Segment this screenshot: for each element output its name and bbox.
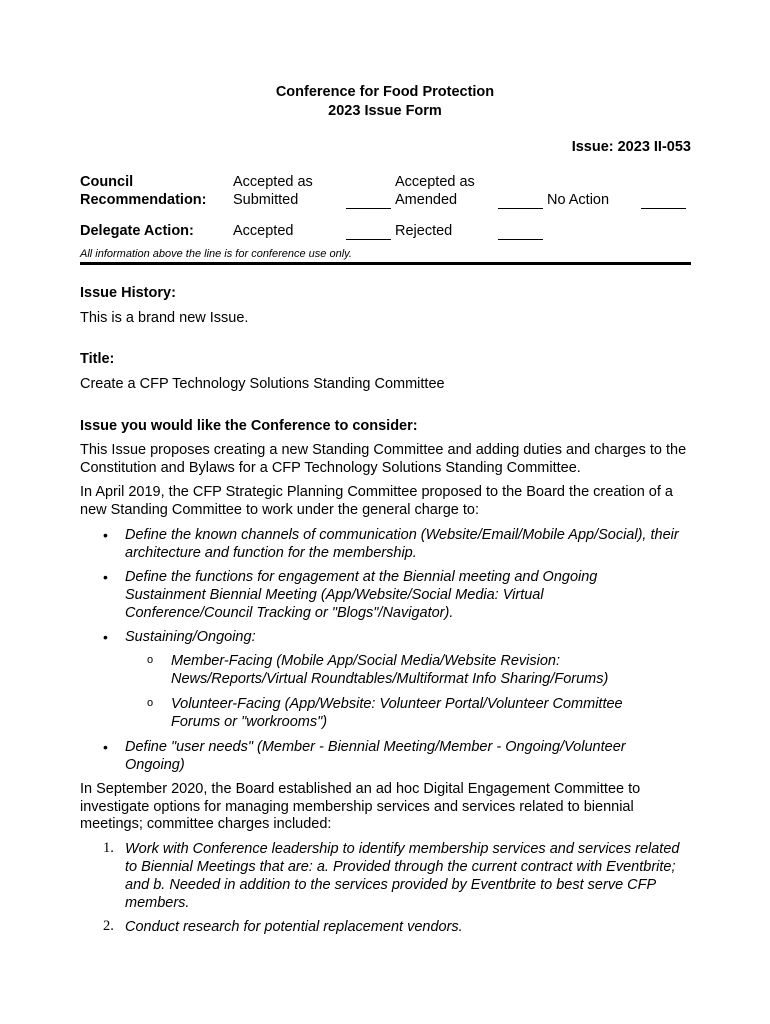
delegate-accepted-label: Accepted bbox=[233, 223, 294, 239]
sub-bullet-item: Member-Facing (Mobile App/Social Media/Website Revision: News/Reports/Virtual Roundtables/Multiformat Info Sharing/Forums) bbox=[171, 653, 609, 687]
accepted-amended-blank[interactable] bbox=[498, 208, 543, 209]
form-subtitle: 2023 Issue Form bbox=[328, 103, 442, 119]
accepted-submitted-blank[interactable] bbox=[346, 208, 391, 209]
accepted-submitted-line2: Submitted bbox=[233, 192, 299, 208]
bullet-dot: • bbox=[103, 569, 108, 585]
bullet-item: Define the known channels of communication (Website/Email/Mobile App/Social), their architecture and function for the membership. bbox=[125, 527, 679, 561]
bullet-dot: • bbox=[103, 739, 108, 755]
accepted-amended-line1: Accepted as bbox=[395, 174, 475, 190]
accepted-amended-line2: Amended bbox=[395, 192, 458, 208]
delegate-label: Delegate Action: bbox=[80, 223, 194, 239]
issue-history-heading: Issue History: bbox=[80, 285, 176, 301]
conference-note: All information above the line is for conference use only. bbox=[80, 248, 352, 260]
delegate-rejected-blank[interactable] bbox=[498, 239, 543, 240]
delegate-accepted-blank[interactable] bbox=[346, 239, 391, 240]
consider-paragraph-3: In September 2020, the Board established an ad hoc Digital Engagement Committee to investigate options for managing membership services and services related to biennial meetings; committee charges included: bbox=[80, 781, 641, 832]
sub-bullet-circle: o bbox=[147, 697, 154, 709]
title-text: Create a CFP Technology Solutions Standing Committee bbox=[80, 376, 445, 392]
consider-paragraph-2: In April 2019, the CFP Strategic Planning Committee proposed to the Board the creation of a new Standing Committee to work under the general charge to: bbox=[80, 484, 673, 518]
bullet-item: Sustaining/Ongoing: bbox=[125, 629, 256, 645]
sub-bullet-circle: o bbox=[147, 654, 154, 666]
council-label-line1: Council bbox=[80, 174, 134, 190]
no-action-label: No Action bbox=[547, 192, 610, 208]
bullet-item: Define the functions for engagement at the Biennial meeting and Ongoing Sustainment Biennial Meeting (App/Website/Social Media: Virtual Conference/Council Tracking or "Blogs"/Navigator). bbox=[125, 569, 598, 621]
title-heading: Title: bbox=[80, 351, 115, 367]
bullet-item: Define "user needs" (Member - Biennial Meeting/Member - Ongoing/Volunteer Ongoing) bbox=[125, 739, 626, 773]
form-title: Conference for Food Protection bbox=[275, 84, 495, 100]
divider-line bbox=[80, 262, 691, 265]
issue-history-text: This is a brand new Issue. bbox=[80, 310, 249, 326]
numbered-item: Work with Conference leadership to identify membership services and services related to Biennial Meetings that are: a. Provided through the current contract with Eventbrite; and b. Needed in addition to the services provided by Eventbrite to best serve CFP members. bbox=[125, 841, 680, 911]
consider-heading: Issue you would like the Conference to consider: bbox=[80, 418, 418, 434]
consider-paragraph-1: This Issue proposes creating a new Standing Committee and adding duties and charges to the Constitution and Bylaws for a CFP Technology Solutions Standing Committee. bbox=[80, 442, 687, 476]
bullet-dot: • bbox=[103, 527, 108, 543]
no-action-blank[interactable] bbox=[641, 208, 686, 209]
issue-number: Issue: 2023 II-053 bbox=[571, 139, 691, 155]
numbered-item: Conduct research for potential replacement vendors. bbox=[125, 919, 463, 935]
accepted-submitted-line1: Accepted as bbox=[233, 174, 313, 190]
council-label-line2: Recommendation: bbox=[80, 192, 207, 208]
numbered-marker: 2. bbox=[103, 918, 114, 934]
delegate-rejected-label: Rejected bbox=[395, 223, 453, 239]
numbered-marker: 1. bbox=[103, 840, 114, 856]
sub-bullet-item: Volunteer-Facing (App/Website: Volunteer Portal/Volunteer Committee Forums or "workrooms") bbox=[171, 696, 623, 730]
bullet-dot: • bbox=[103, 629, 108, 645]
